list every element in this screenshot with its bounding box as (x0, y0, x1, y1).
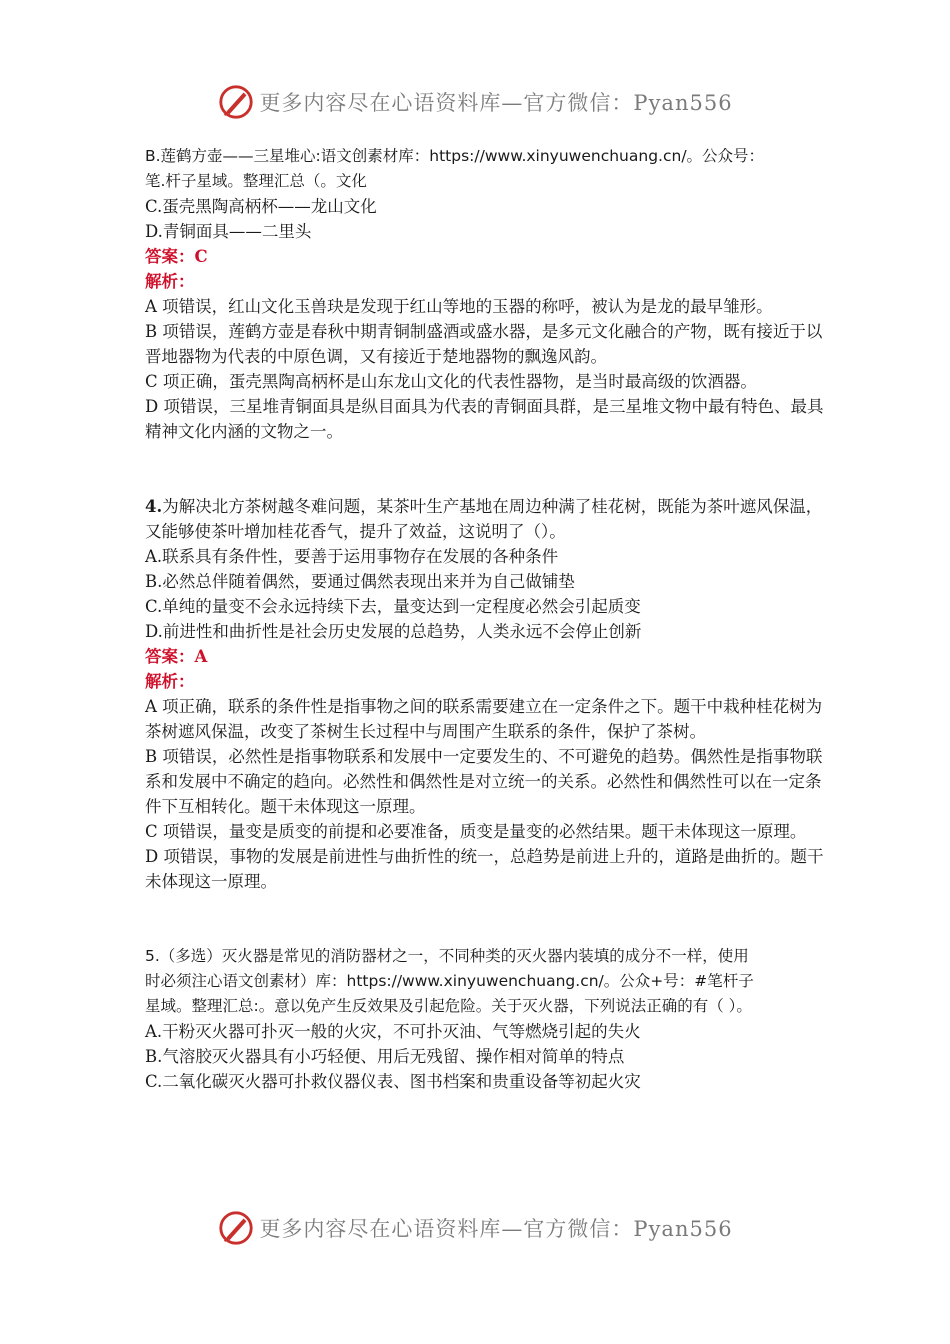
q3-analysis-a: A 项错误，红山文化玉兽玦是发现于红山等地的玉器的称呼，被认为是龙的最早雏形。 (145, 297, 773, 316)
q4-answer: 答案：A (145, 647, 208, 666)
q5-option-c: C.二氧化碳灭火器可扑救仪器仪表、图书档案和贵重设备等初起火灾 (145, 1072, 641, 1091)
banner-text: 更多内容尽在心语资料库—官方微信：Pyan556 (259, 1217, 733, 1241)
q4-number: 4. (145, 497, 163, 516)
q4-stem (145, 494, 825, 544)
q4-stem-text: 为解决北方茶树越冬难问题，某茶叶生产基地在周边种满了桂花树，既能为茶叶遮风保温，又能够使茶叶增加桂花香气，提升了效益，这说明了（）。 (145, 497, 823, 541)
q3-option-c: C.蛋壳黑陶高柄杯——龙山文化 (145, 197, 377, 216)
q4-analysis-c: C 项错误，量变是质变的前提和必要准备，质变是量变的必然结果。题干未体现这一原理。 (145, 822, 807, 841)
q4-analysis-b: B 项错误，必然性是指事物联系和发展中一定要发生的、不可避免的趋势。偶然性是指事物联系和发展中不确定的趋向。必然性和偶然性是对立统一的关系。必然性和偶然性可以在一定条件下互相转化。题干未体现这一原理。 (145, 747, 823, 816)
q3-option-b-cont: 笔.杆子星域。整理汇总（。文化 (145, 172, 367, 190)
q5-option-b: B.气溶胶灭火器具有小巧轻便、用后无残留、操作相对简单的特点 (145, 1047, 625, 1066)
q5-stem-line-1: 5.（多选）灭火器是常见的消防器材之一，不同种类的灭火器内装填的成分不一样，使用 (145, 947, 749, 965)
q4-option-c: C.单纯的量变不会永远持续下去，量变达到一定程度必然会引起质变 (145, 597, 641, 616)
q5-stem-line-2: 时必须注心语文创素材）库：https://www.xinyuwenchuang.cn/。公众+号：#笔杆子 (145, 972, 754, 990)
q3-option-d: D.青铜面具——二里头 (145, 222, 312, 241)
header-banner (0, 80, 950, 124)
q4-option-b: B.必然总伴随着偶然，要通过偶然表现出来并为自己做铺垫 (145, 572, 575, 591)
q3-option-b: B.莲鹤方壶——三星堆心:语文创素材库：https://www.xinyuwenchuang.cn/。公众号： (145, 147, 765, 165)
footer-banner (0, 1206, 950, 1250)
quill-pen-logo-icon (217, 83, 255, 121)
q3-analysis-c: C 项正确，蛋壳黑陶高柄杯是山东龙山文化的代表性器物，是当时最高级的饮酒器。 (145, 372, 757, 391)
q3-analysis-label: 解析： (145, 272, 195, 291)
q3-answer: 答案：C (145, 247, 208, 266)
document-body (145, 144, 825, 1094)
q3-analysis-d: D 项错误，三星堆青铜面具是纵目面具为代表的青铜面具群，是三星堆文物中最有特色、最具精神文化内涵的文物之一。 (145, 397, 824, 441)
q5-option-a: A.干粉灭火器可扑灭一般的火灾，不可扑灭油、气等燃烧引起的失火 (145, 1022, 641, 1041)
q4-analysis-d: D 项错误，事物的发展是前进性与曲折性的统一，总趋势是前进上升的，道路是曲折的。题干未体现这一原理。 (145, 847, 824, 891)
q5-stem-line-3: 星域。整理汇总:。意以免产生反效果及引起危险。关于灭火器，下列说法正确的有（ ）。 (145, 997, 752, 1015)
q4-analysis-a: A 项正确，联系的条件性是指事物之间的联系需要建立在一定条件之下。题干中栽种桂花树为茶树遮风保温，改变了茶树生长过程中与周围产生联系的条件，保护了茶树。 (145, 697, 823, 741)
quill-pen-logo-icon (217, 1209, 255, 1247)
q4-analysis-label: 解析： (145, 672, 195, 691)
q4-option-a: A.联系具有条件性，要善于运用事物存在发展的各种条件 (145, 547, 559, 566)
banner-text: 更多内容尽在心语资料库—官方微信：Pyan556 (259, 91, 733, 115)
q4-option-d: D.前进性和曲折性是社会历史发展的总趋势，人类永远不会停止创新 (145, 622, 642, 641)
q3-analysis-b: B 项错误，莲鹤方壶是春秋中期青铜制盛酒或盛水器，是多元文化融合的产物，既有接近于以晋地器物为代表的中原色调，又有接近于楚地器物的飘逸风韵。 (145, 322, 823, 366)
